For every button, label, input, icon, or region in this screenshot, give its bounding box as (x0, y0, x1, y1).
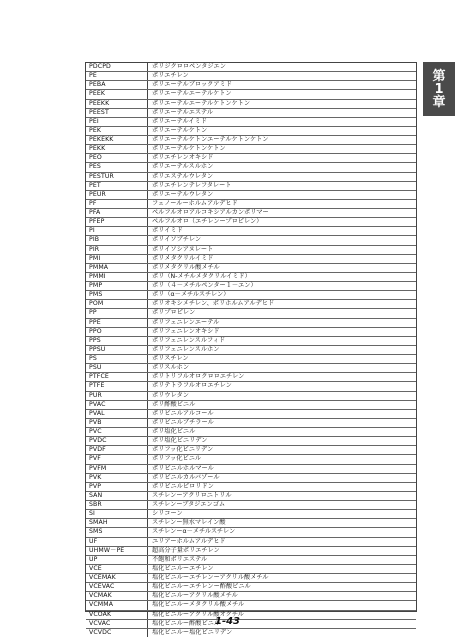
abbreviation-cell: POM (86, 300, 148, 309)
polymer-name-cell: 塩化ビニルーエチレンー酢酸ビニル (148, 583, 417, 592)
table-row (86, 309, 416, 318)
abbreviation-cell: PI (86, 227, 148, 236)
abbreviation-cell: UP (86, 555, 148, 564)
table-row (86, 583, 416, 592)
table-row (86, 227, 416, 236)
polymer-name-cell: ポリスルホン (148, 364, 417, 373)
polymer-name-cell: スチレンーアクリロニトリル (148, 491, 417, 500)
table-row (86, 218, 416, 227)
abbreviation-cell: PFA (86, 209, 148, 218)
abbreviation-cell: PPSU (86, 345, 148, 354)
table-row (86, 409, 416, 418)
abbreviation-cell: PMI (86, 254, 148, 263)
polymer-name-cell: スチレンー無水マレイン酸 (148, 519, 417, 528)
abbreviation-cell: PVK (86, 473, 148, 482)
polymer-name-cell: ポリジクロロペンタジエン (148, 63, 417, 72)
polymer-name-cell: フェノールーホルムアルデヒド (148, 199, 417, 208)
polymer-name-cell: ポリエーテルケトンケトン (148, 145, 417, 154)
table-row (86, 592, 416, 601)
table-row (86, 446, 416, 455)
polymer-name-cell: ポリフッ化ビニリデン (148, 446, 417, 455)
abbreviation-cell: VCEMAK (86, 574, 148, 583)
abbreviation-cell: VCMMA (86, 601, 148, 610)
table-row (86, 154, 416, 163)
polymer-name-cell: ユリアーホルムアルデヒド (148, 537, 417, 546)
abbreviation-cell: VCVDC (86, 628, 148, 637)
table-row (86, 209, 416, 218)
table-row (86, 491, 416, 500)
table-row (86, 482, 416, 491)
abbreviation-cell: SBR (86, 501, 148, 510)
abbreviation-cell: PUR (86, 391, 148, 400)
table-row (86, 190, 416, 199)
table-row (86, 564, 416, 573)
table-row (86, 90, 416, 99)
table-row (86, 455, 416, 464)
abbreviation-cell: PVFM (86, 464, 148, 473)
table-row (86, 400, 416, 409)
table-row (86, 628, 416, 637)
abbreviation-cell: UF (86, 537, 148, 546)
table-row (86, 245, 416, 254)
abbreviation-cell: PVC (86, 428, 148, 437)
table-row (86, 263, 416, 272)
polymer-name-cell: ポリビニルホルマール (148, 464, 417, 473)
table-row (86, 437, 416, 446)
table-row (86, 145, 416, 154)
abbreviation-cell: PVAC (86, 400, 148, 409)
table-row (86, 428, 416, 437)
polymer-name-cell: ポリフッ化ビニル (148, 455, 417, 464)
polymer-name-cell: ポリイソシアヌレート (148, 245, 417, 254)
table-row (86, 537, 416, 546)
chapter-tab (423, 62, 455, 116)
table-row (86, 546, 416, 555)
abbreviation-cell: PPO (86, 327, 148, 336)
abbreviation-cell: PF (86, 199, 148, 208)
polymer-name-cell: ポリ（N-メチルメタクリルイミド） (148, 272, 417, 281)
polymer-name-cell: スチレンーα－メチルスチレン (148, 528, 417, 537)
polymer-name-cell: シリコーン (148, 510, 417, 519)
table-row (86, 382, 416, 391)
table-row (86, 291, 416, 300)
polymer-name-cell: 超高分子量ポリエチレン (148, 546, 417, 555)
abbreviation-cell: PMMA (86, 263, 148, 272)
abbreviation-cell: VCEVAC (86, 583, 148, 592)
abbreviation-cell: PEI (86, 117, 148, 126)
abbreviation-cell: PESTUR (86, 172, 148, 181)
abbreviation-cell: PVAL (86, 409, 148, 418)
polymer-name-cell: ポリビニルブチラール (148, 418, 417, 427)
table-row (86, 355, 416, 364)
polymer-name-cell: ポリイソブチレン (148, 236, 417, 245)
polymer-name-cell: ポリエーテルイミド (148, 117, 417, 126)
polymer-name-cell: ポリプロピレン (148, 309, 417, 318)
abbreviation-cell: PIR (86, 245, 148, 254)
polymer-name-cell: ポリイミド (148, 227, 417, 236)
polymer-name-cell: ポリエーテルエーテルケトン (148, 90, 417, 99)
abbreviation-cell: SMAH (86, 519, 148, 528)
abbreviation-cell: VCOAK (86, 610, 148, 619)
abbreviation-cell: VCE (86, 564, 148, 573)
abbreviation-cell: PES (86, 163, 148, 172)
abbreviation-cell: PEK (86, 126, 148, 135)
abbreviation-cell: SAN (86, 491, 148, 500)
table-row (86, 300, 416, 309)
table-row (86, 126, 416, 135)
table-row (86, 318, 416, 327)
table-row (86, 254, 416, 263)
abbreviation-cell: PEEST (86, 108, 148, 117)
abbreviation-cell: PEUR (86, 190, 148, 199)
abbreviation-cell: PIB (86, 236, 148, 245)
polymer-name-cell: ポリテトラフルオロエチレン (148, 382, 417, 391)
table-row (86, 72, 416, 81)
table-row (86, 163, 416, 172)
polymer-name-cell: ペルフルオロ（エチレンープロピレン） (148, 218, 417, 227)
polymer-name-cell: 塩化ビニルーアクリル酸メチル (148, 592, 417, 601)
polymer-name-cell: ポリエチレン (148, 72, 417, 81)
polymer-name-cell: ポリフェニレンオキシド (148, 327, 417, 336)
table-row (86, 117, 416, 126)
table-row (86, 327, 416, 336)
table-body (86, 63, 416, 637)
table-row (86, 99, 416, 108)
abbreviation-cell: PEO (86, 154, 148, 163)
abbreviation-cell: VCMAK (86, 592, 148, 601)
abbreviation-cell: PEEKK (86, 99, 148, 108)
table-row (86, 199, 416, 208)
polymer-name-cell: ポリビニルアルコール (148, 409, 417, 418)
abbreviation-cell: PPE (86, 318, 148, 327)
abbreviation-cell: PEEK (86, 90, 148, 99)
polymer-name-cell: ポリトリフルオロクロロエチレン (148, 373, 417, 382)
polymer-name-cell: ポリエチレンオキシド (148, 154, 417, 163)
abbreviation-cell: UHMW－PE (86, 546, 148, 555)
polymer-name-cell: 塩化ビニルー酢酸ビニル (148, 619, 417, 628)
polymer-name-cell: ポリエーテルウレタン (148, 190, 417, 199)
polymer-name-cell: ペルフルオロアルコキシアルカンポリマー (148, 209, 417, 218)
table-row (86, 181, 416, 190)
polymer-name-cell: ポリエーテルケトン (148, 126, 417, 135)
table-row (86, 136, 416, 145)
abbreviation-cell: PMP (86, 282, 148, 291)
polymer-name-cell: ポリ塩化ビニリデン (148, 437, 417, 446)
page-number: 1-43 (214, 616, 241, 627)
abbreviation-cell: PVDF (86, 446, 148, 455)
polymer-name-cell: ポリウレタン (148, 391, 417, 400)
table-row (86, 501, 416, 510)
polymer-name-cell: ポリ酢酸ビニル (148, 400, 417, 409)
table-row (86, 108, 416, 117)
abbreviation-cell: PPS (86, 336, 148, 345)
polymer-name-cell: ポリ（４－メチルペンター１－エン） (148, 282, 417, 291)
abbreviation-cell: PEKEKK (86, 136, 148, 145)
table-row (86, 63, 416, 72)
table-row (86, 528, 416, 537)
table-row (86, 336, 416, 345)
abbreviation-cell: PE (86, 72, 148, 81)
polymer-name-cell: ポリ（α－メチルスチレン） (148, 291, 417, 300)
abbreviation-cell: PVF (86, 455, 148, 464)
abbreviation-cell: PMMI (86, 272, 148, 281)
polymer-name-cell: ポリエステルウレタン (148, 172, 417, 181)
polymer-name-cell: ポリフェニレンエーテル (148, 318, 417, 327)
table-row (86, 172, 416, 181)
abbreviation-cell: PP (86, 309, 148, 318)
abbreviation-cell: PVP (86, 482, 148, 491)
chapter-tab-char-2: 1 (434, 81, 444, 97)
polymer-name-cell: 塩化ビニルー塩化ビニリデン (152, 628, 233, 636)
abbreviation-cell: PEBA (86, 81, 148, 90)
polymer-name-cell: ポリエチレンテレフタレート (148, 181, 417, 190)
polymer-name-cell: ポリメタクリルイミド (148, 254, 417, 263)
polymer-name-cell: ポリスチレン (148, 355, 417, 364)
table-row (86, 391, 416, 400)
polymer-name-cell: ポリビニルピロリドン (148, 482, 417, 491)
abbreviation-cell: PET (86, 181, 148, 190)
table-row (86, 418, 416, 427)
polymer-name-cell: 不飽和ポリエステル (148, 555, 417, 564)
polymer-name-cell: ポリフェニレンスルフィド (148, 336, 417, 345)
abbreviation-cell: VCVAC (86, 619, 148, 628)
polymer-name-cell: ポリ塩化ビニル (148, 428, 417, 437)
polymer-name-cell: ポリエーテルブロックアミド (148, 81, 417, 90)
polymer-name-cell: ポリオキシメチレン、ポリホルムアルデヒド (148, 300, 417, 309)
abbreviation-cell: PTFE (86, 382, 148, 391)
polymer-name-cell: スチレンーブタジエンゴム (148, 501, 417, 510)
abbreviation-cell: PTFCE (86, 373, 148, 382)
table-row (86, 574, 416, 583)
polymer-name-cell: 塩化ビニルーメタクリル酸メチル (148, 601, 417, 610)
table-row (86, 555, 416, 564)
polymer-name-cell: ポリエーテルスルホン (148, 163, 417, 172)
polymer-name-cell: 塩化ビニルーエチレン (148, 564, 417, 573)
table-row (86, 464, 416, 473)
abbreviation-cell: PFEP (86, 218, 148, 227)
table-row (86, 510, 416, 519)
table-row (86, 282, 416, 291)
abbreviation-cell: PDCPD (86, 63, 148, 72)
polymer-name-cell: ポリビニルカルバゾール (148, 473, 417, 482)
polymer-name-cell: ポリメタクリル酸メチル (148, 263, 417, 272)
table-row (86, 373, 416, 382)
table-row (86, 81, 416, 90)
table-row (86, 236, 416, 245)
chapter-tab-char-3: 章 (432, 94, 446, 110)
abbreviation-cell: PMS (86, 291, 148, 300)
chapter-tab-char-1: 第 (432, 68, 446, 84)
abbreviation-cell: PVB (86, 418, 148, 427)
polymer-name-cell: ポリエーテルエーテルケトンケトン (148, 99, 417, 108)
polymer-name-cell: ポリフェニレンスルホン (148, 345, 417, 354)
abbreviation-cell: SI (86, 510, 148, 519)
table-row (86, 473, 416, 482)
table-row (86, 345, 416, 354)
abbreviation-cell: SMS (86, 528, 148, 537)
polymer-name-cell: ポリエーテルエステル (148, 108, 417, 117)
abbreviation-cell: PEKK (86, 145, 148, 154)
abbreviation-cell: PS (86, 355, 148, 364)
polymer-name-cell: ポリエーテルケトンエーテルケトンケトン (148, 136, 417, 145)
table-row (86, 519, 416, 528)
polymer-name-cell: 塩化ビニルーエチレンーアクリル酸メチル (148, 574, 417, 583)
polymer-name-cell: 塩化ビニルーアクリル酸オクチル (148, 610, 417, 619)
abbreviation-cell: PSU (86, 364, 148, 373)
table-row (86, 272, 416, 281)
table-row (86, 601, 416, 610)
table-row (86, 364, 416, 373)
abbreviation-cell: PVDC (86, 437, 148, 446)
